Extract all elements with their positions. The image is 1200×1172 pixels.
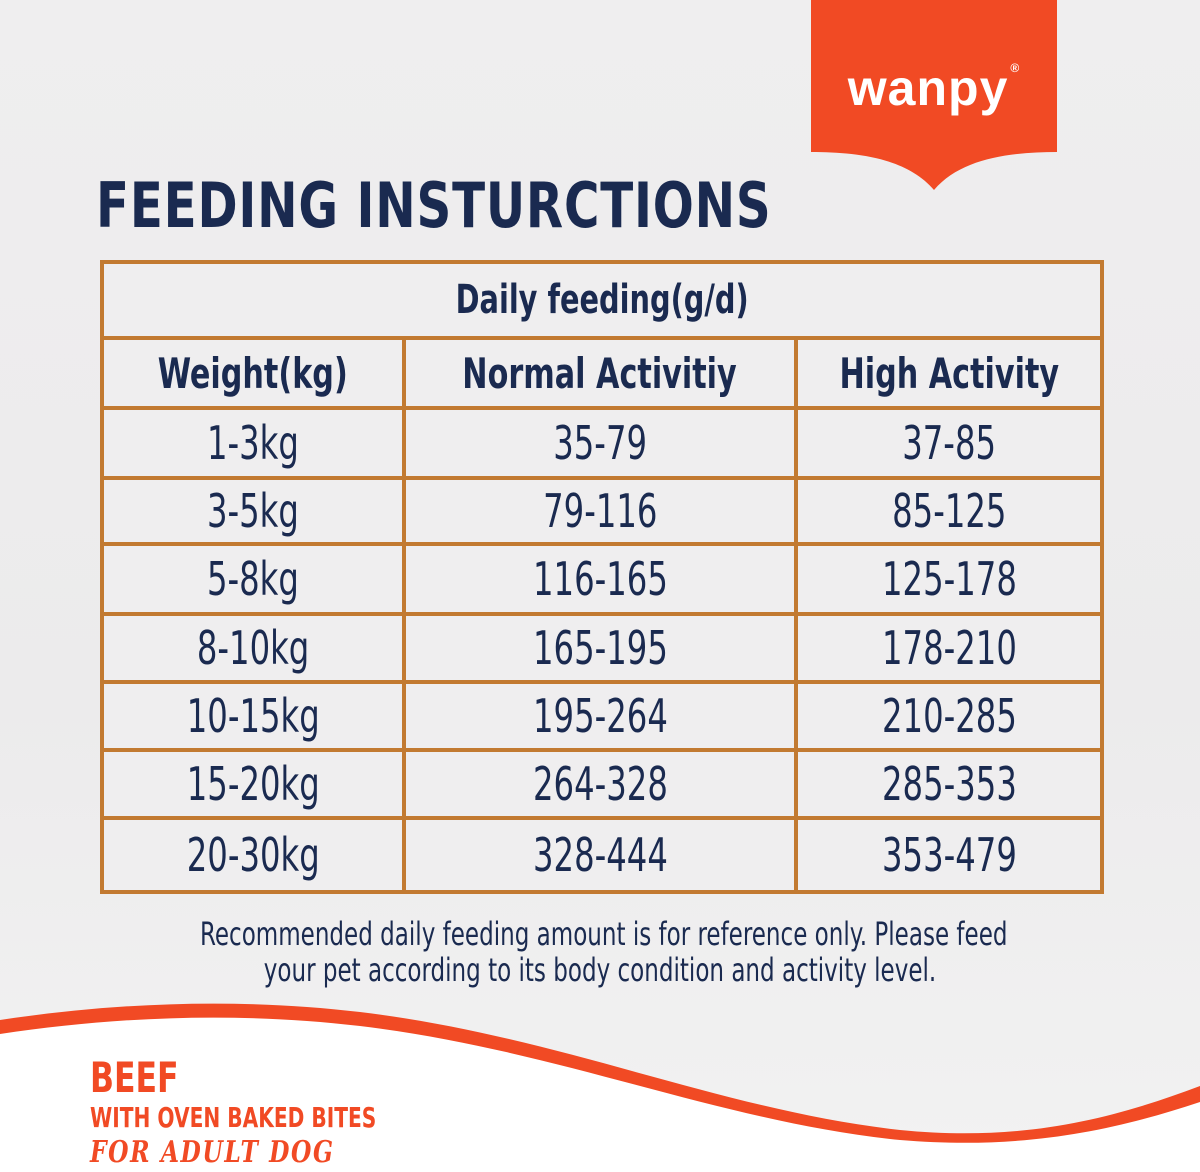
header-weight <box>102 338 404 408</box>
header-high-activity-label: High Activity <box>839 348 1059 398</box>
normal-activity-cell <box>404 818 796 892</box>
header-normal-activity-label: Normal Activitiy <box>462 348 738 398</box>
normal-activity-cell <box>404 544 796 614</box>
high-activity-cell <box>796 682 1102 750</box>
feeding-table <box>100 260 1104 894</box>
high-activity-value: 85-125 <box>891 484 1007 538</box>
high-activity-cell <box>796 408 1102 478</box>
product-audience: FOR ADULT DOG <box>90 1135 335 1170</box>
header-normal-activity <box>404 338 796 408</box>
weight-cell <box>102 614 404 682</box>
high-activity-value: 178-210 <box>881 621 1017 675</box>
weight-value: 8-10kg <box>196 621 310 675</box>
weight-cell <box>102 818 404 892</box>
table-caption-cell <box>102 262 1102 338</box>
normal-activity-value: 264-328 <box>532 757 668 811</box>
table-row <box>102 544 1102 614</box>
table-row <box>102 408 1102 478</box>
table-row <box>102 818 1102 892</box>
normal-activity-cell <box>404 408 796 478</box>
high-activity-cell <box>796 478 1102 544</box>
table-caption: Daily feeding(g/d) <box>455 277 749 323</box>
high-activity-value: 210-285 <box>881 689 1017 743</box>
normal-activity-value: 35-79 <box>553 416 647 470</box>
high-activity-value: 125-178 <box>881 552 1017 606</box>
high-activity-value: 353-479 <box>881 828 1017 882</box>
table-row <box>102 682 1102 750</box>
normal-activity-cell <box>404 682 796 750</box>
weight-value: 15-20kg <box>186 757 320 811</box>
weight-cell <box>102 682 404 750</box>
normal-activity-value: 116-165 <box>532 552 668 606</box>
weight-cell <box>102 478 404 544</box>
normal-activity-cell <box>404 750 796 818</box>
normal-activity-value: 79-116 <box>542 484 658 538</box>
registered-mark: ® <box>1010 61 1021 75</box>
high-activity-cell <box>796 750 1102 818</box>
table-row <box>102 478 1102 544</box>
high-activity-cell <box>796 544 1102 614</box>
feeding-note <box>100 916 1100 988</box>
table-header-row <box>102 338 1102 408</box>
header-high-activity <box>796 338 1102 408</box>
table-caption-row <box>102 262 1102 338</box>
weight-cell <box>102 408 404 478</box>
normal-activity-value: 195-264 <box>532 689 668 743</box>
weight-value: 10-15kg <box>186 689 320 743</box>
product-subtitle: WITH OVEN BAKED BITES <box>90 1101 377 1134</box>
weight-cell <box>102 544 404 614</box>
product-label <box>90 1055 488 1171</box>
high-activity-cell <box>796 614 1102 682</box>
feeding-note-line-2: your pet according to its body condition and activity level. <box>263 951 937 989</box>
header-weight-label: Weight(kg) <box>157 348 348 398</box>
product-name: BEEF <box>90 1053 179 1102</box>
brand-logo-tab <box>811 0 1057 190</box>
table-row <box>102 750 1102 818</box>
high-activity-cell <box>796 818 1102 892</box>
brand-logo <box>811 58 1057 118</box>
normal-activity-cell <box>404 614 796 682</box>
weight-value: 20-30kg <box>186 828 320 882</box>
weight-value: 1-3kg <box>207 416 299 470</box>
table-row <box>102 614 1102 682</box>
page-title: FEEDING INSTURCTIONS <box>96 169 772 242</box>
high-activity-value: 37-85 <box>902 416 996 470</box>
brand-logo-text: wanpy <box>847 60 1009 116</box>
feeding-note-line-1: Recommended daily feeding amount is for reference only. Please feed <box>200 915 1008 953</box>
weight-value: 3-5kg <box>207 484 299 538</box>
normal-activity-cell <box>404 478 796 544</box>
high-activity-value: 285-353 <box>881 757 1017 811</box>
normal-activity-value: 165-195 <box>532 621 668 675</box>
normal-activity-value: 328-444 <box>532 828 668 882</box>
weight-value: 5-8kg <box>207 552 299 606</box>
weight-cell <box>102 750 404 818</box>
